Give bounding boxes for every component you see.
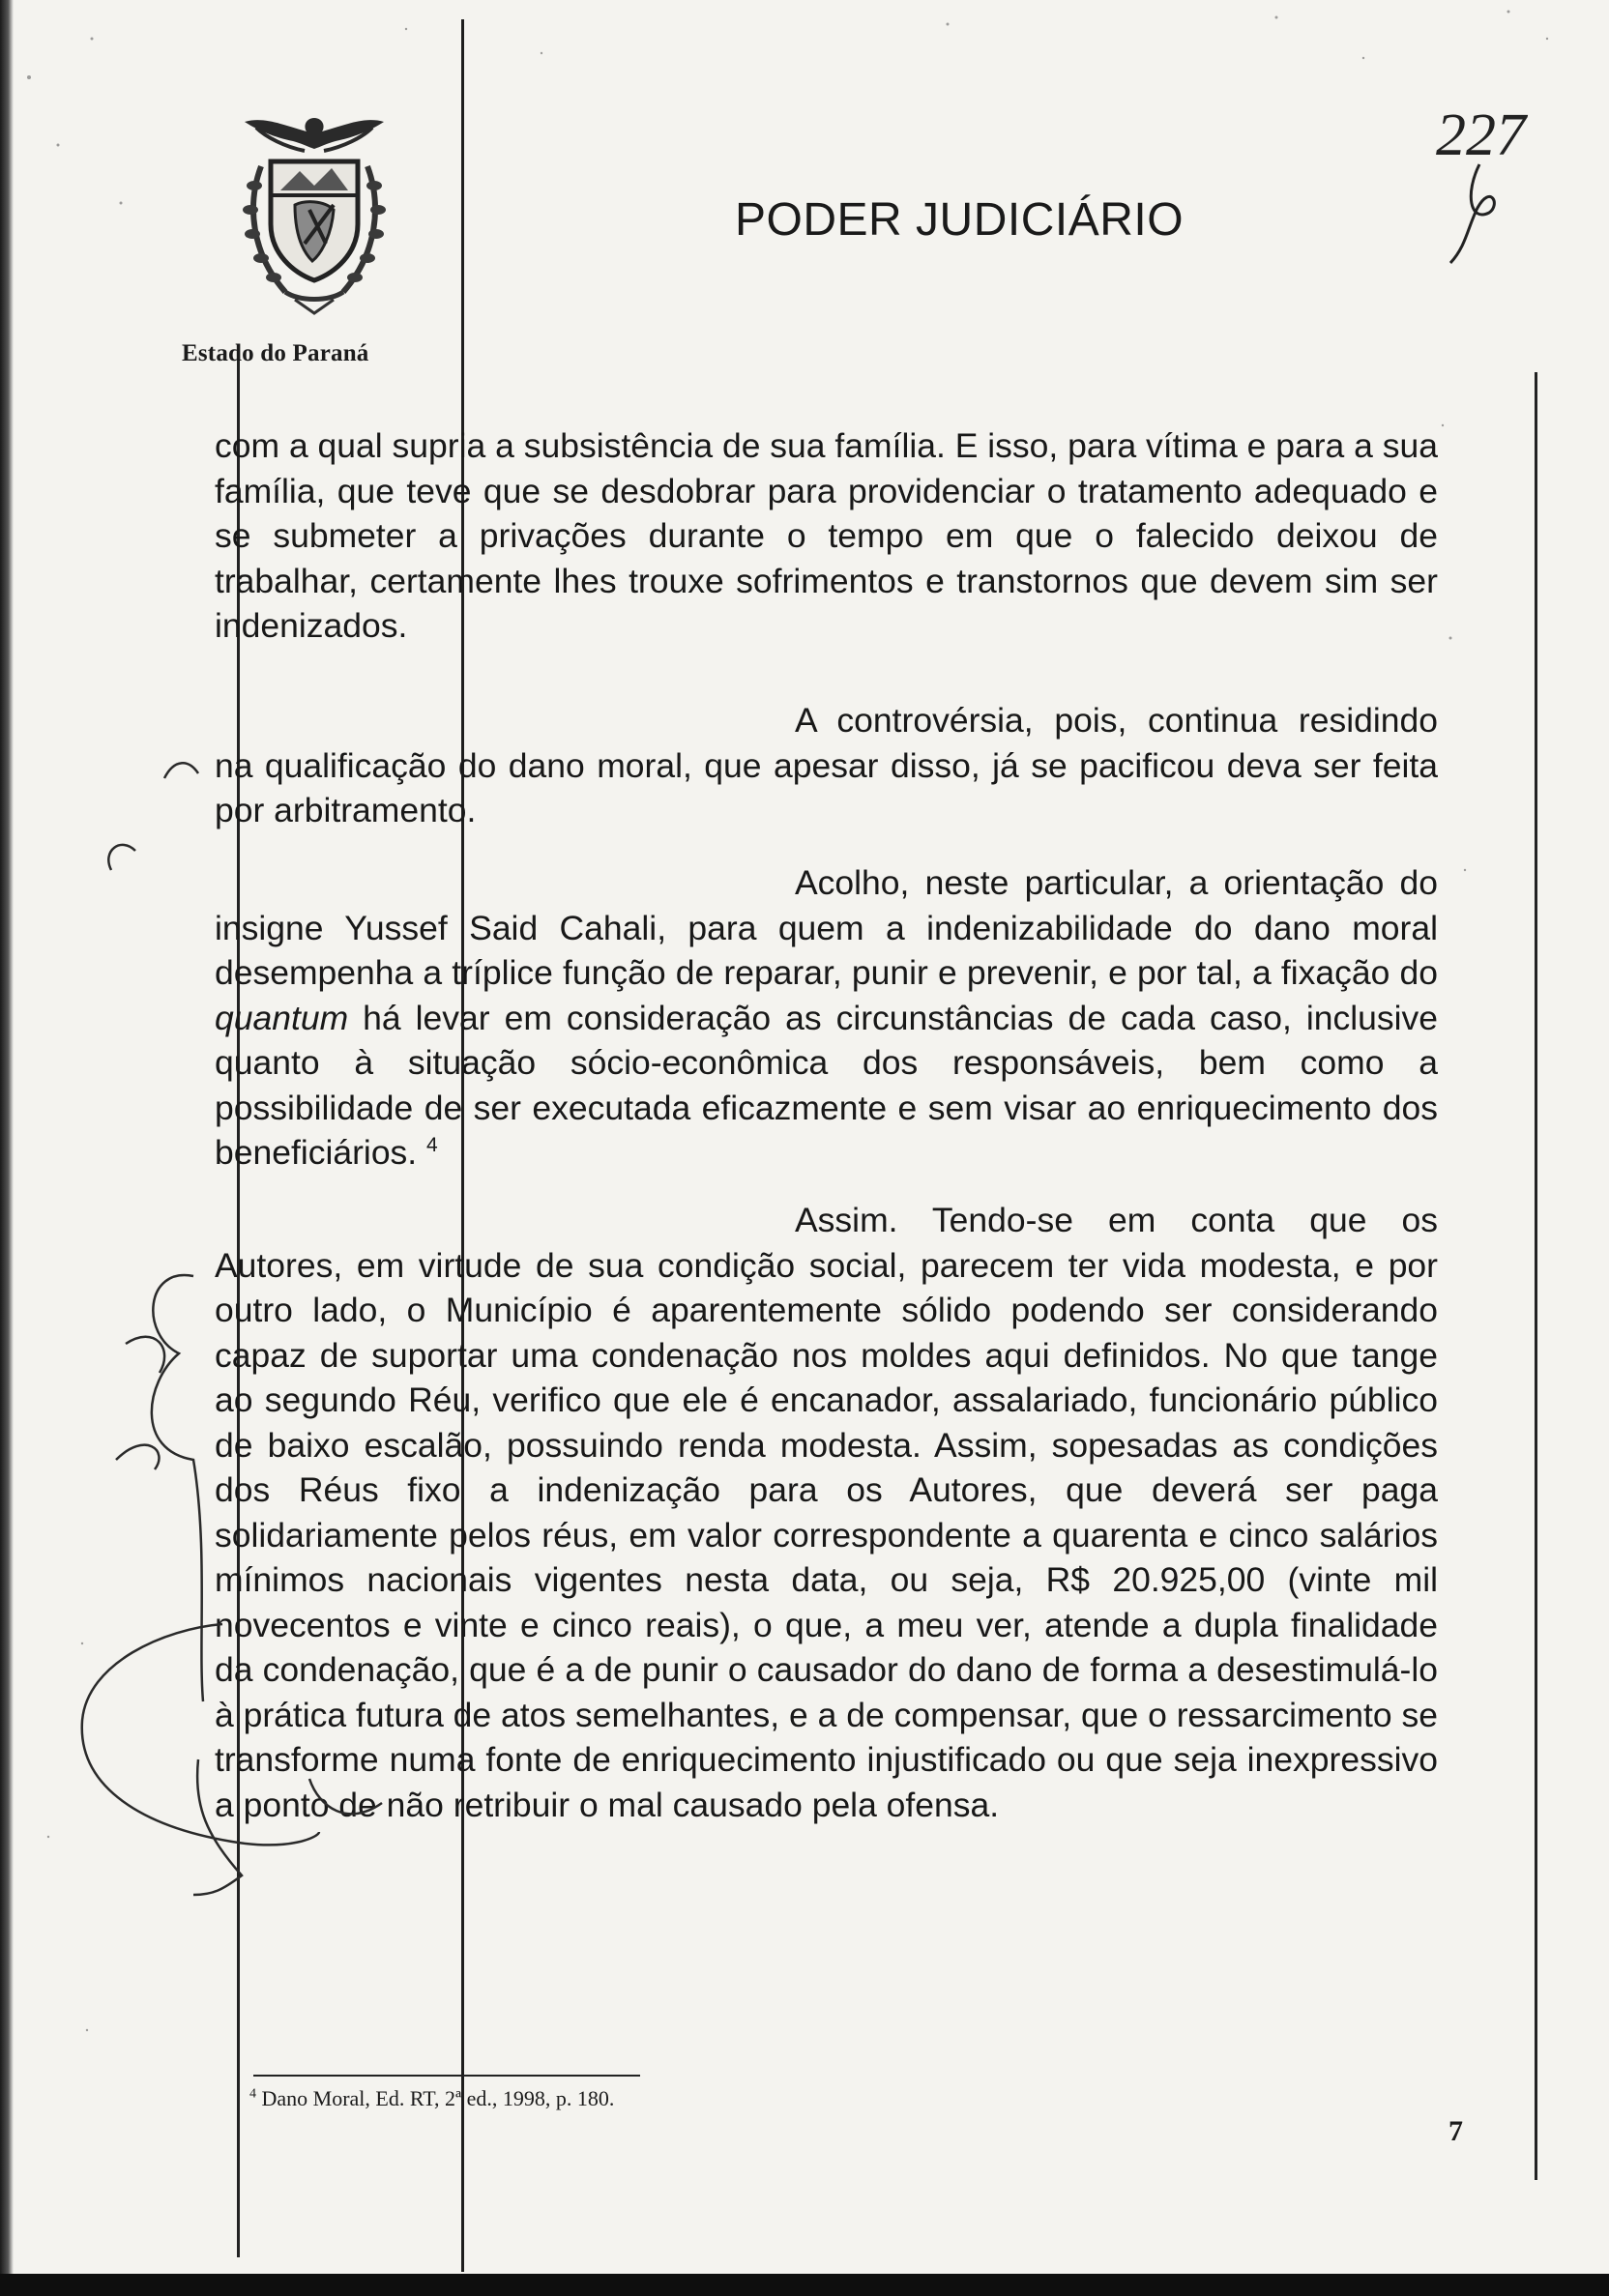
parana-coat-of-arms-icon	[218, 108, 411, 321]
paragraph-3-text-end: há levar em consideração as circunstâncias de cada caso, inclusive quanto à situação sócio-econômica dos responsáveis, bem como a possibilidade de ser executada eficazmente e sem visar ao enriquecimento dos beneficiários.	[215, 998, 1438, 1172]
footnote-rule	[253, 2075, 640, 2077]
right-margin-rule	[1535, 372, 1537, 2180]
paragraph-1: com a qual supria a subsistência de sua família. E isso, para vítima e para a sua família, que teve que se desdobrar para providenciar o tratamento adequado e se submeter a privações durante o tempo em que o falecido deixou de trabalhar, certamente lhes trouxe sofrimentos e transtornos que devem sim ser indenizados.	[215, 426, 1438, 645]
quantum-term: quantum	[215, 998, 349, 1037]
paragraph-3-text-start: Acolho, neste particular, a orientação do insigne Yussef Said Cahali, para quem a indenizabilidade do dano moral desempenha a tríplice função de reparar, punir e prevenir, e por tal, a fixação do	[215, 863, 1438, 992]
footnote-reference: 4	[426, 1134, 438, 1157]
footnote	[249, 2086, 614, 2111]
paragraph-3	[215, 860, 1438, 1176]
state-name: Estado do Paraná	[182, 340, 369, 366]
footnote-mark: 4	[249, 2086, 256, 2102]
paragraph-2	[215, 698, 1438, 833]
page-number: 7	[1448, 2115, 1463, 2147]
paragraph-4-text: Assim. Tendo-se em conta que os Autores, em virtude de sua condição social, parecem ter vida modesta, e por outro lado, o Município é aparentemente sólido podendo ser considerando capaz de suportar uma condenação nos moldes aqui definidos. No que tange ao segundo Réu, verifico que ele é encanador, assalariado, funcionário público de baixo escalão, possuindo renda modesta. Assim, sopesadas as condições dos Réus fixo a indenização para os Autores, que deverá ser paga solidariamente pelos réus, em valor correspondente a quarenta e cinco salários mínimos nacionais vigentes nesta data, ou seja, R$ 20.925,00 (vinte mil novecentos e vinte e cinco reais), o que, a meu ver, atende a dupla finalidade da condenação, que é a de punir o causador do dano de forma a desestimulá-lo à prática futura de atos semelhantes, e a de compensar, que o ressarcimento se transforme numa fonte de enriquecimento injustificado ou que seja inexpressivo a ponto de não retribuir o mal causado pela ofensa.	[215, 1201, 1438, 1824]
page-title: PODER JUDICIÁRIO	[735, 194, 1185, 246]
footnote-text: Dano Moral, Ed. RT, 2ª ed., 1998, p. 180.	[261, 2086, 615, 2110]
rubric-signature	[1441, 155, 1508, 271]
paragraph-2-text: A controvérsia, pois, continua residindo na qualificação do dano moral, que apesar disso, já se pacificou deva ser feita por arbitramento.	[215, 701, 1438, 829]
paragraph-4	[215, 1198, 1438, 1827]
folio-number: 227	[1436, 102, 1526, 168]
